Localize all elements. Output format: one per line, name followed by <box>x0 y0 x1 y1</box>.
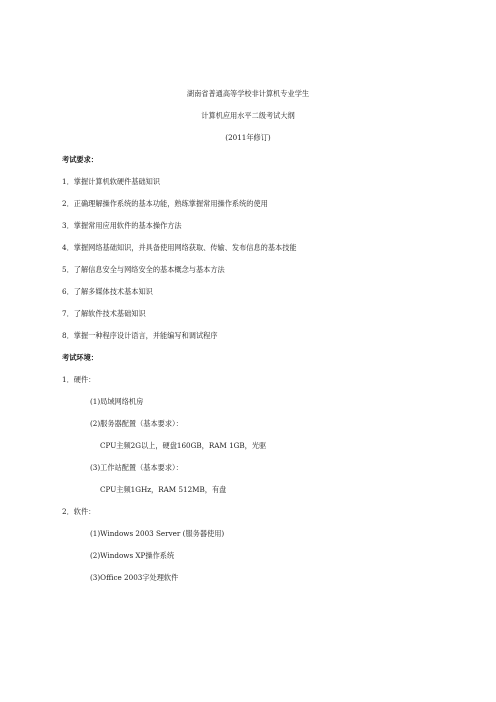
requirement-item-1: 1．掌握计算机软硬件基础知识 <box>62 177 161 186</box>
title-line-1: 湖南省普通高等学校非计算机专业学生 <box>186 89 310 98</box>
workstation-spec: CPU主频1GHz，RAM 512MB，有盘 <box>100 485 227 494</box>
requirement-item-8: 8．掌握一种程序设计语言，并能编写和调试程序 <box>62 331 218 340</box>
hardware-label: 1．硬件： <box>62 375 96 384</box>
software-item-2: (2)Windows XP操作系统 <box>90 551 175 560</box>
requirement-item-2: 2．正确理解操作系统的基本功能，熟练掌握常用操作系统的使用 <box>62 199 268 208</box>
requirement-item-7: 7．了解软件技术基础知识 <box>62 309 146 318</box>
title-line-2: 计算机应用水平二级考试大纲 <box>201 111 295 120</box>
requirement-item-5: 5．了解信息安全与网络安全的基本概念与基本方法 <box>62 265 225 274</box>
software-label: 2．软件： <box>62 507 96 516</box>
requirement-item-4: 4．掌握网络基础知识，并具备使用网络获取、传输、发布信息的基本技能 <box>62 243 297 252</box>
software-item-3: (3)Office 2003字处理软件 <box>90 573 179 582</box>
revision-note: (2011年修订) <box>225 133 271 142</box>
hardware-lan: (1)局域网络机房 <box>90 397 144 406</box>
software-item-1: (1)Windows 2003 Server (服务器使用) <box>90 529 225 538</box>
requirement-item-3: 3．掌握常用应用软件的基本操作方法 <box>62 221 182 230</box>
environment-heading: 考试环境： <box>62 353 98 362</box>
requirement-item-6: 6．了解多媒体技术基本知识 <box>62 287 153 296</box>
requirements-heading: 考试要求： <box>62 155 98 164</box>
server-config-label: (2)服务器配置（基本要求）： <box>90 419 183 428</box>
workstation-config-label: (3)工作站配置（基本要求）： <box>90 463 183 472</box>
server-spec: CPU主频2G以上，硬盘160GB，RAM 1GB，光驱 <box>100 441 267 450</box>
